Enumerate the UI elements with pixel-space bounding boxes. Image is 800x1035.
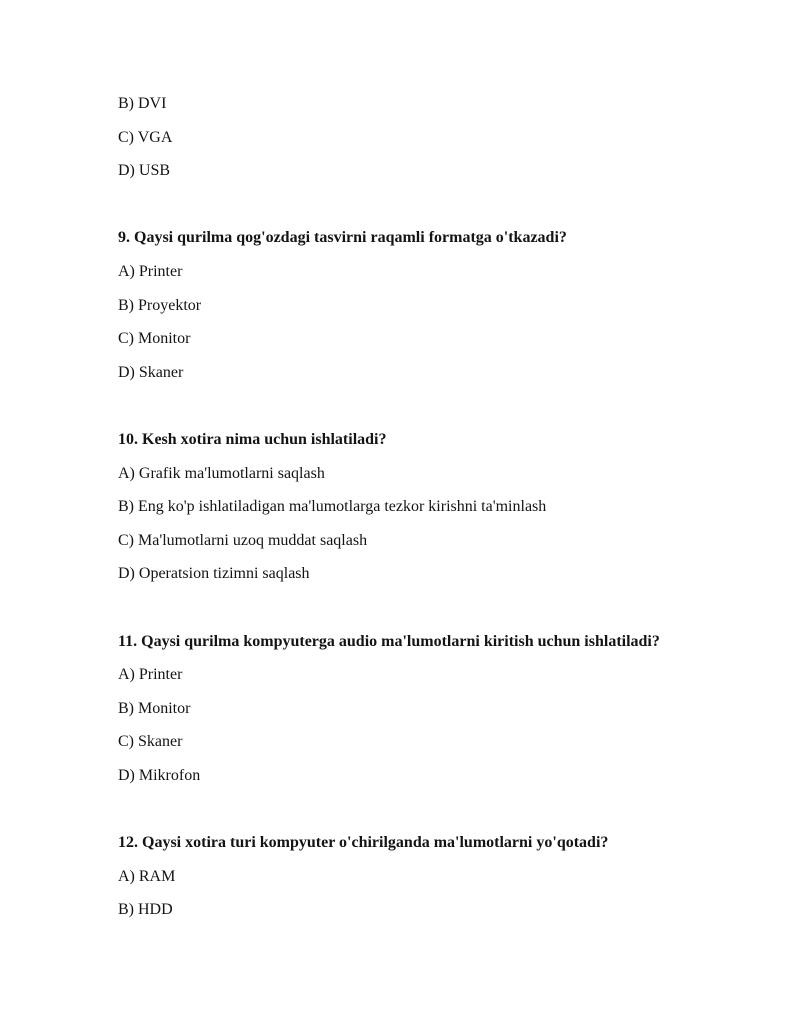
answer-option: C) Skaner — [118, 733, 183, 751]
answer-option: B) HDD — [118, 901, 173, 919]
answer-option: C) Ma'lumotlarni uzoq muddat saqlash — [118, 531, 368, 549]
answer-option: B) Eng ko'p ishlatiladigan ma'lumotlarga tezkor kirishni ta'minlash — [118, 498, 547, 516]
answer-option: C) Monitor — [118, 330, 191, 348]
question-text: 12. Qaysi xotira turi kompyuter o'chirilganda ma'lumotlarni yo'qotadi? — [118, 834, 609, 852]
answer-option: B) DVI — [118, 95, 167, 112]
answer-option: B) Proyektor — [118, 296, 202, 314]
answer-option: A) RAM — [118, 867, 176, 885]
answer-option: A) Printer — [118, 262, 183, 280]
answer-option: D) USB — [118, 162, 171, 180]
question-text: 10. Kesh xotira nima uchun ishlatiladi? — [118, 430, 387, 448]
answer-option: B) Monitor — [118, 699, 191, 717]
answer-option: A) Grafik ma'lumotlarni saqlash — [118, 464, 325, 482]
answer-option: C) VGA — [118, 128, 173, 146]
answer-option: D) Skaner — [118, 363, 184, 381]
question-text: 11. Qaysi qurilma kompyuterga audio ma'lumotlarni kiritish uchun ishlatiladi? — [118, 632, 660, 650]
quiz-content — [118, 87, 700, 927]
answer-option: A) Printer — [118, 666, 183, 684]
answer-option: D) Operatsion tizimni saqlash — [118, 565, 310, 583]
answer-option: D) Mikrofon — [118, 766, 201, 784]
question-text: 9. Qaysi qurilma qog'ozdagi tasvirni raqamli formatga o'tkazadi? — [118, 229, 567, 247]
